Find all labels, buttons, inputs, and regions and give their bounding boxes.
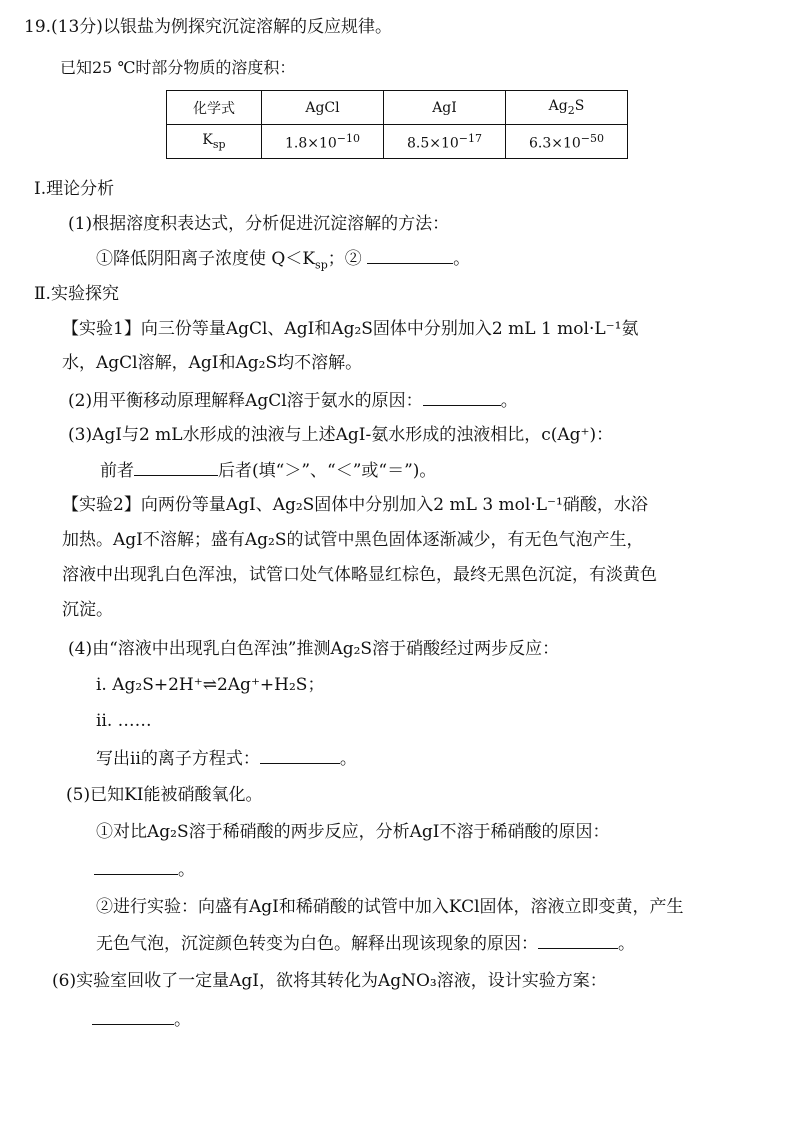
q6-text: (6)实验室回收了一定量AgI，欲将其转化为AgNO₃溶液，设计实验方案： (52, 971, 607, 991)
answer-blank[interactable] (92, 1008, 174, 1025)
given-text: 已知25 ℃时部分物质的溶度积： (60, 58, 296, 77)
section1-heading: Ⅰ.理论分析 (34, 179, 115, 199)
q4-step-ii: ⅱ. …… (96, 711, 152, 731)
question-number: 19. (24, 17, 52, 37)
table-header-ksp: $K_{sp}$ (167, 125, 262, 159)
table-cell-ag2s: $Ag_2S$ (506, 91, 628, 125)
table-cell-agi: AgI (384, 91, 506, 125)
table-row (167, 125, 628, 159)
experiment2-line1: 【实验2】向两份等量AgI、Ag₂S固体中分别加入2 mL 3 mol·L⁻¹硝酸，水浴 (62, 495, 648, 515)
q1-methods: ①降低阴阳离子浓度使 $Q<K_{sp}$；② 。 (96, 249, 471, 272)
q4-text: (4)由“溶液中出现乳白色浑浊”推测Ag₂S溶于硝酸经过两步反应： (68, 639, 560, 659)
table-cell-ksp-agcl: $1.8\times 10^{-10}$ (262, 125, 384, 159)
experiment1-line1: 【实验1】向三份等量AgCl、AgI和Ag₂S固体中分别加入2 mL 1 mol·L⁻¹氨 (62, 319, 639, 339)
q5-part1-answer: 。 (94, 858, 195, 881)
q4-write: 写出ⅱ的离子方程式： 。 (96, 749, 357, 769)
answer-blank[interactable] (367, 247, 453, 264)
experiment1-line2: 水，AgCl溶解，AgI和Ag₂S均不溶解。 (62, 353, 363, 373)
section2-heading: Ⅱ.实验探究 (34, 284, 119, 304)
experiment2-line4: 沉淀。 (62, 600, 113, 620)
experiment2-line3: 溶液中出现乳白色浑浊，试管口处气体略显红棕色，最终无黑色沉淀，有淡黄色 (62, 565, 657, 585)
q4-step-i: ⅰ. Ag₂S+2H⁺⇌2Ag⁺+H₂S； (96, 675, 325, 695)
answer-blank[interactable] (260, 747, 340, 764)
q5-text: (5)已知KI能被硝酸氧化。 (66, 785, 263, 805)
question-points: (13分) (51, 17, 103, 37)
answer-blank[interactable] (134, 459, 218, 476)
q6-answer: 。 (92, 1008, 191, 1031)
question-header (24, 16, 392, 38)
q2-text: (2)用平衡移动原理解释AgCl溶于氨水的原因： 。 (68, 391, 518, 411)
answer-blank[interactable] (423, 389, 501, 406)
q5-part2-line2: 无色气泡，沉淀颜色转变为白色。解释出现该现象的原因： 。 (96, 934, 635, 954)
table-cell-ksp-agi: $8.5\times 10^{-17}$ (384, 125, 506, 159)
table-header-formula: 化学式 (167, 91, 262, 125)
q3-line2: 前者 后者(填“＞”、“＜”或“＝”)。 (100, 461, 437, 481)
table-cell-ksp-ag2s: $6.3\times 10^{-50}$ (506, 125, 628, 159)
table-row (167, 91, 628, 125)
table-cell-agcl: AgCl (262, 91, 384, 125)
q5-part2-line1: ②进行实验：向盛有AgI和稀硝酸的试管中加入KCl固体，溶液立即变黄，产生 (96, 897, 684, 917)
ksp-table (166, 90, 628, 159)
q5-part1: ①对比Ag₂S溶于稀硝酸的两步反应，分析AgI不溶于稀硝酸的原因： (96, 822, 610, 842)
answer-blank[interactable] (538, 932, 618, 949)
question-title: 以银盐为例探究沉淀溶解的反应规律。 (102, 17, 392, 37)
answer-blank[interactable] (94, 858, 178, 875)
experiment2-line2: 加热。AgI不溶解；盛有Ag₂S的试管中黑色固体逐渐减少，有无色气泡产生， (62, 530, 644, 550)
q3-line1: (3)AgI与2 mL水形成的浊液与上述AgI-氨水形成的浊液相比，c(Ag⁺)： (68, 425, 614, 445)
q1-text: (1)根据溶度积表达式，分析促进沉淀溶解的方法： (68, 214, 450, 234)
